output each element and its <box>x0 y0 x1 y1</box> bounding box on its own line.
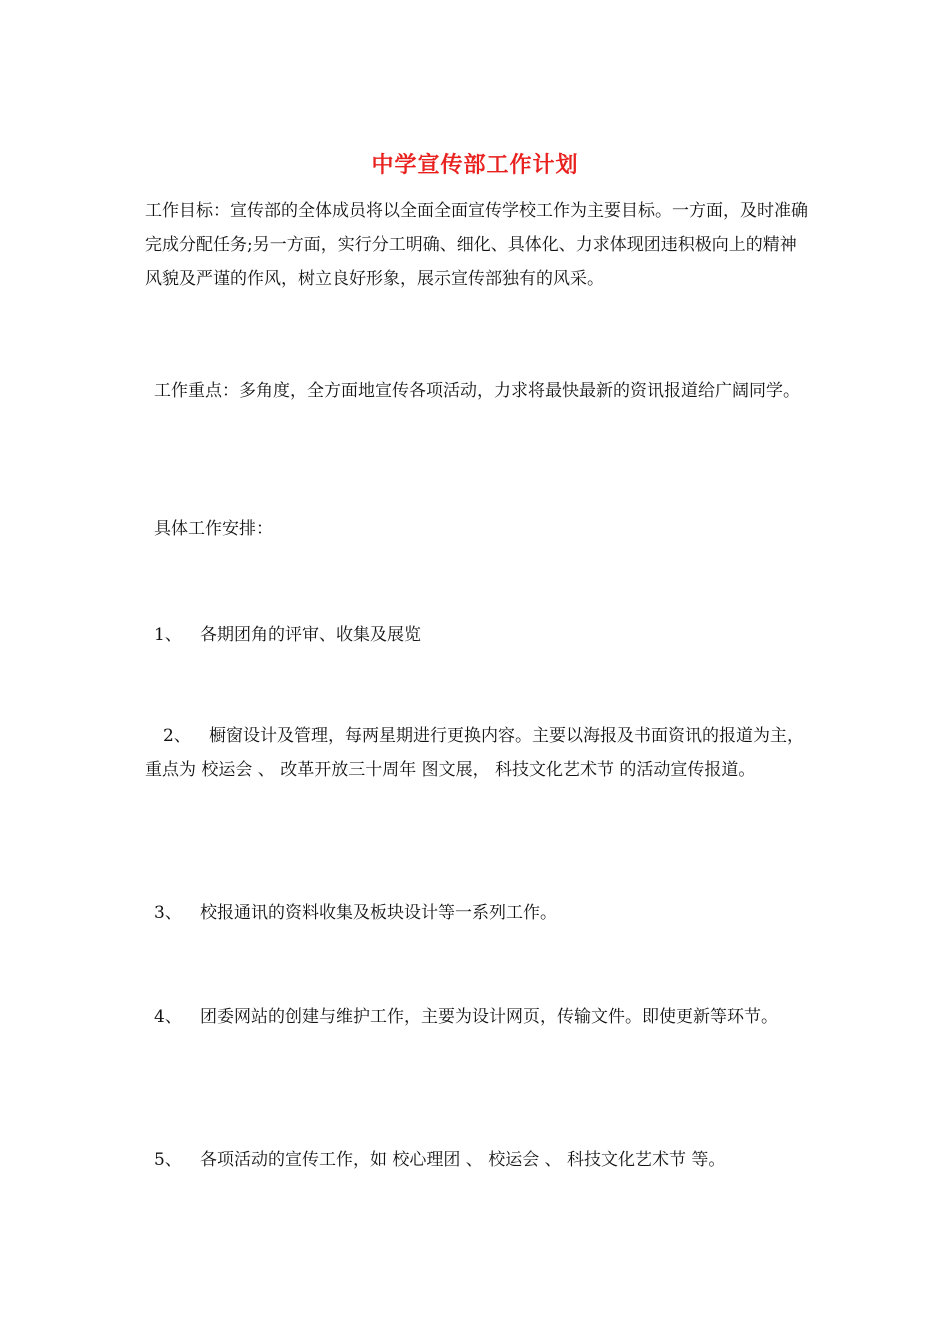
list-item <box>145 719 810 787</box>
list-item-number: 4、 <box>154 1007 182 1027</box>
list-item-number: 3、 <box>154 903 182 923</box>
goal-paragraph: 工作目标：宣传部的全体成员将以全面全面宣传学校工作为主要目标。一方面，及时准确完成分配任务;另一方面，实行分工明确、细化、具体化、力求体现团违积极向上的精神风貌及严谨的作风，树立良好形象，展示宣传部独有的风采。 <box>145 201 808 289</box>
list-item-text: 各期团角的评审、收集及展览 <box>200 625 421 645</box>
arrangement-heading: 具体工作安排： <box>154 519 273 539</box>
list-item <box>145 1000 810 1034</box>
list-item-text: 橱窗设计及管理，每两星期进行更换内容。主要以海报及书面资讯的报道为主，重点为 校运会 、 改革开放三十周年 图文展， 科技文化艺术节 的活动宣传报道。 <box>145 726 804 780</box>
list-item <box>145 618 819 652</box>
list-item-number: 2、 <box>163 726 191 746</box>
list-item <box>145 1143 819 1177</box>
document-title: 中学宣传部工作计划 <box>371 152 579 178</box>
list-item-number: 1、 <box>154 625 182 645</box>
list-item-text: 各项活动的宣传工作，如 校心理团 、 校运会 、 科技文化艺术节 等。 <box>200 1150 726 1170</box>
list-item-text: 校报通讯的资料收集及板块设计等一系列工作。 <box>200 903 557 923</box>
list-item-text: 团委网站的创建与维护工作，主要为设计网页，传输文件。即使更新等环节。 <box>200 1007 778 1027</box>
list-item <box>145 896 819 930</box>
focus-paragraph: 工作重点：多角度，全方面地宣传各项活动，力求将最快最新的资讯报道给广阔同学。 <box>154 381 800 401</box>
list-item-number: 5、 <box>154 1150 182 1170</box>
